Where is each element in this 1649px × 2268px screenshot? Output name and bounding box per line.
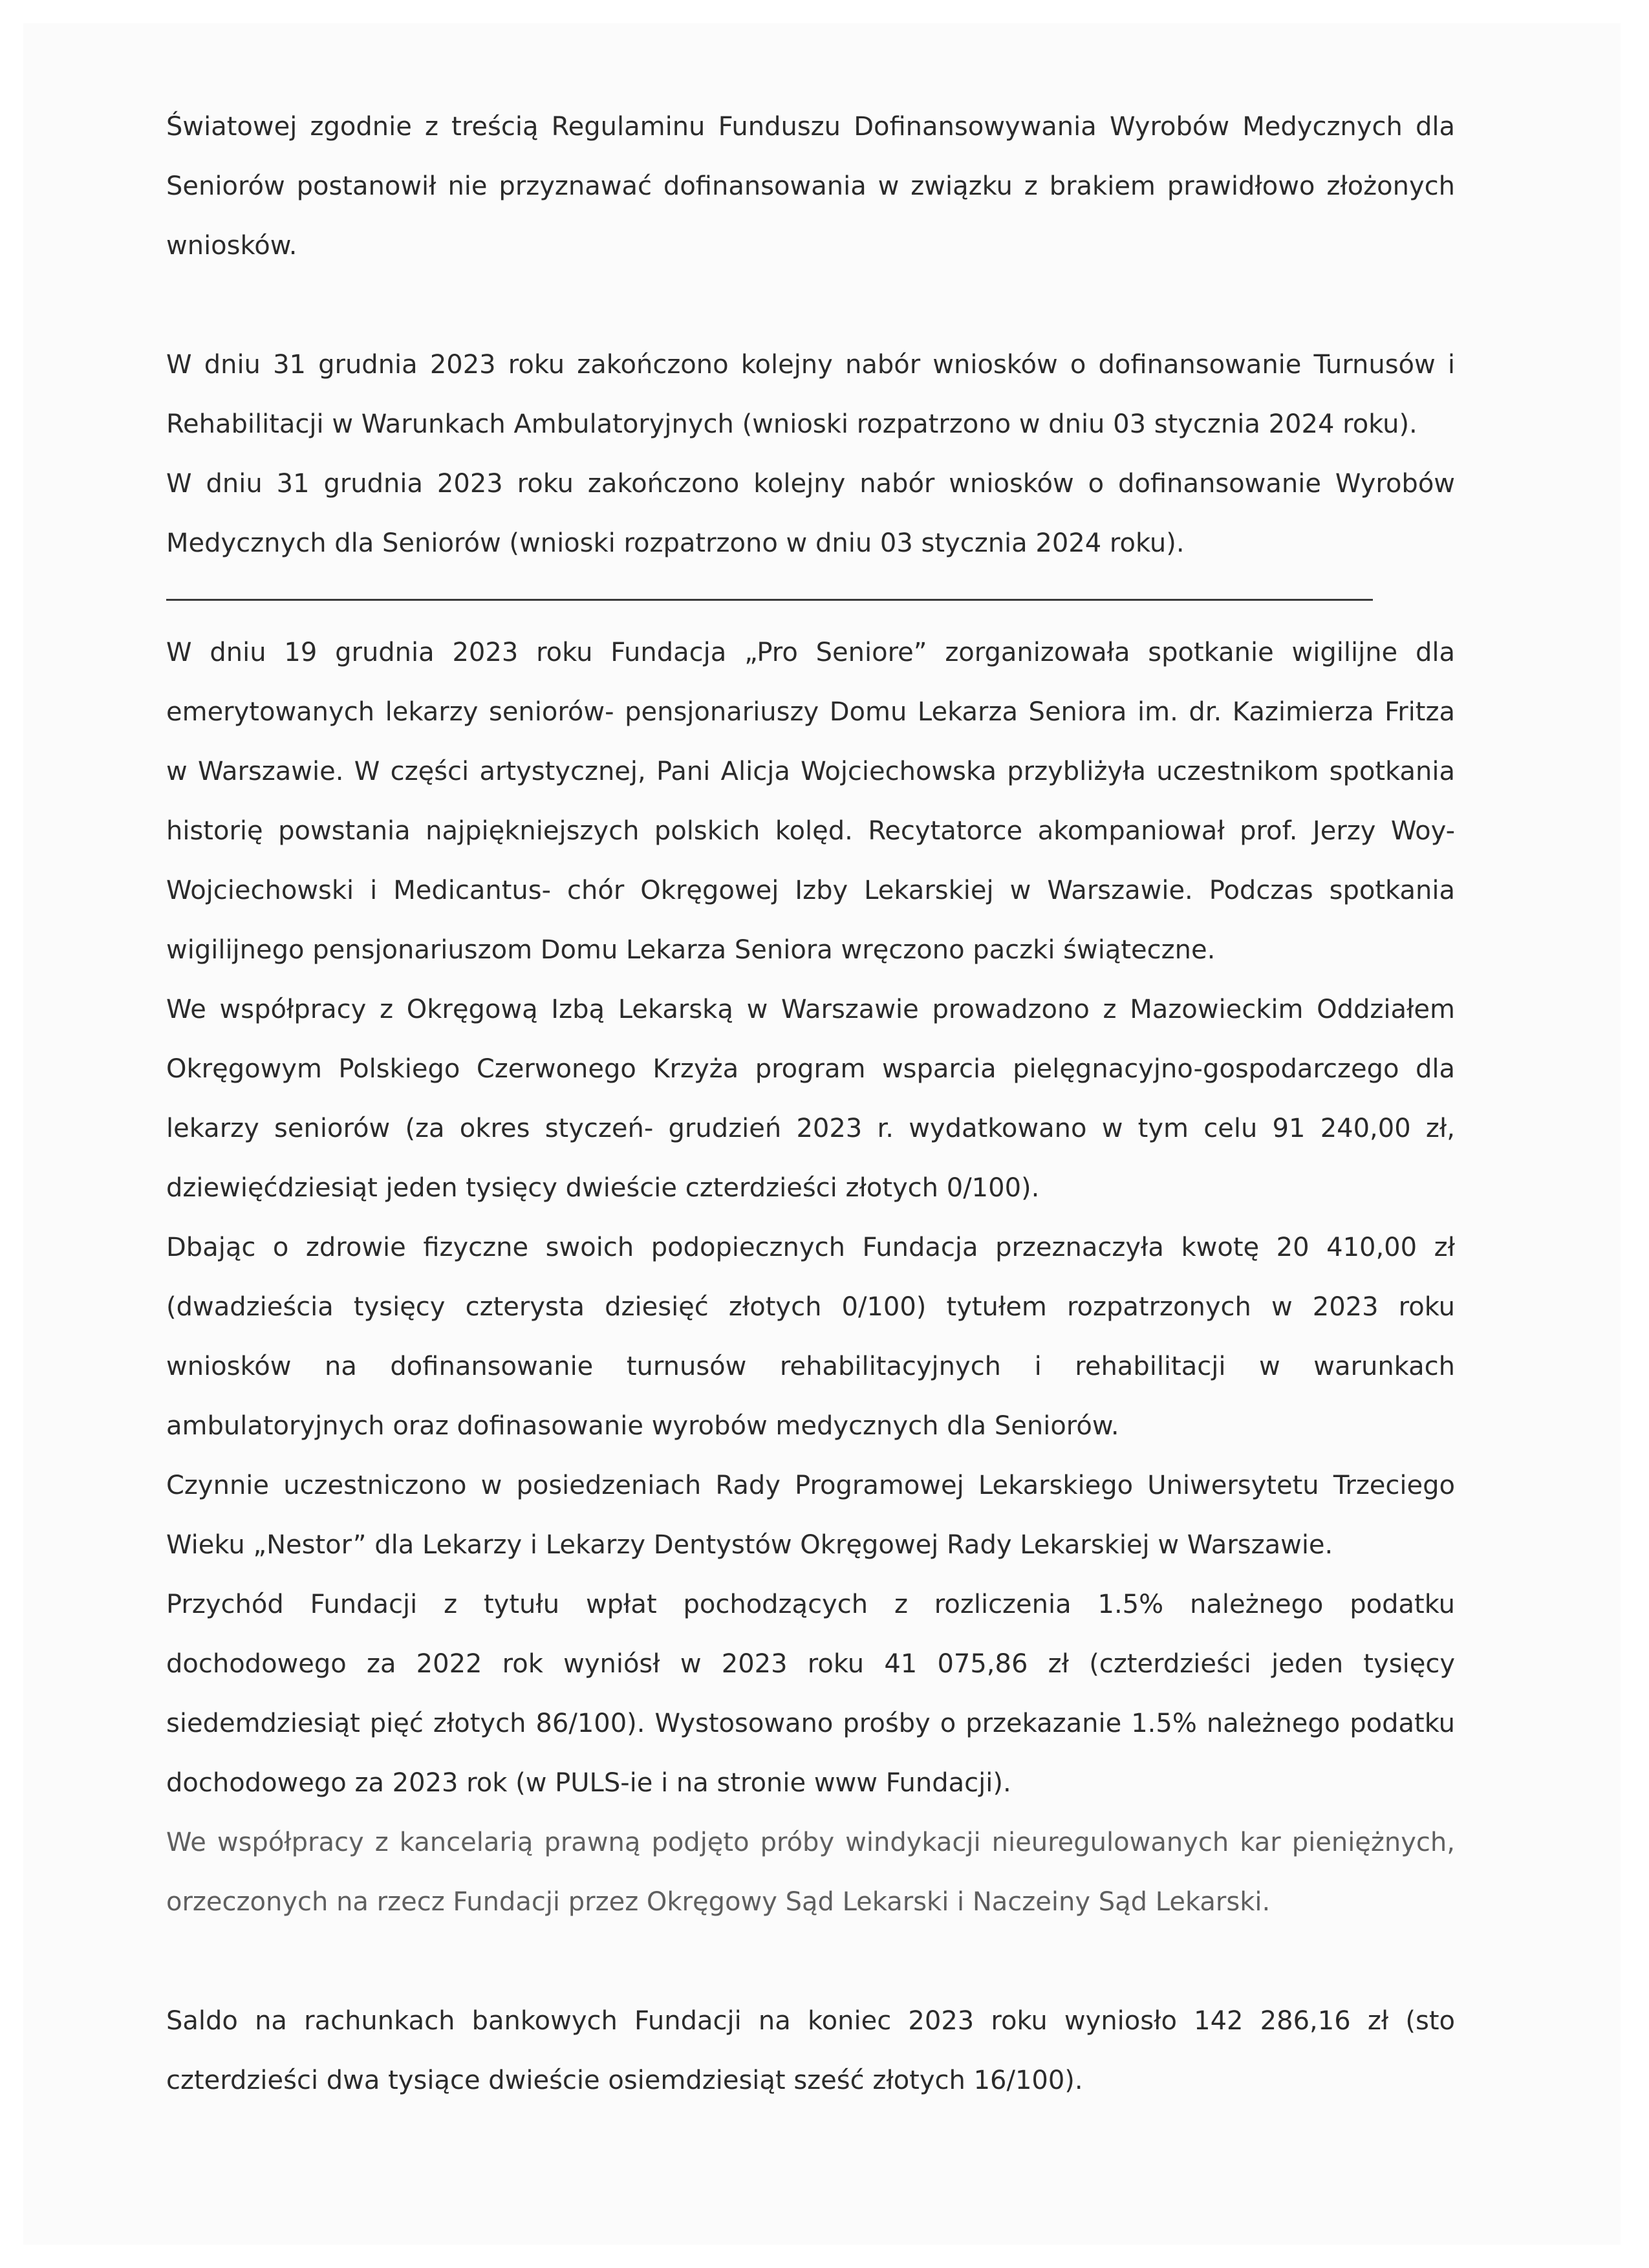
paragraph-turnusy-nabor: W dniu 31 grudnia 2023 roku zakończono kolejny nabór wniosków o dofinansowanie Turnusów i Rehabilitacji w Warunkach Ambulatoryjnych (wnioski rozpatrzono w dniu 03 stycznia 2024 roku). bbox=[166, 350, 1455, 439]
document-body bbox=[166, 97, 1455, 2110]
paragraph-wyroby-nabor: W dniu 31 grudnia 2023 roku zakończono kolejny nabór wniosków o dofinansowanie Wyrobów Medycznych dla Seniorów (wnioski rozpatrzono w dniu 03 stycznia 2024 roku). bbox=[166, 469, 1455, 558]
paragraph-health-funding: Dbając o zdrowie fizyczne swoich podopiecznych Fundacja przeznaczyła kwotę 20 410,00 zł (dwadzieścia tysięcy czterysta dziesięć złotych 0/100) tytułem rozpatrzonych w 2023 roku wniosków na dofinansowanie turnusów rehabilitacyjnych i rehabilitacji w warunkach ambulatoryjnych oraz dofinasowanie wyrobów medycznych dla Seniorów. bbox=[166, 1233, 1455, 1441]
paragraph-tax-income: Przychód Fundacji z tytułu wpłat pochodzących z rozliczenia 1.5% należnego podatku dochodowego za 2022 rok wyniósł w 2023 roku 41 075,86 zł (czterdzieści jeden tysięcy siedemdziesiąt pięć złotych 86/100). Wystosowano prośby o przekazanie 1.5% należnego podatku dochodowego za 2023 rok (w PULS-ie i na stronie www Fundacji). bbox=[166, 1590, 1455, 1798]
paragraph-nestor-council: Czynnie uczestniczono w posiedzeniach Rady Programowej Lekarskiego Uniwersytetu Trzeciego Wieku „Nestor” dla Lekarzy i Lekarzy Dentystów Okręgowej Rady Lekarskiej w Warszawie. bbox=[166, 1471, 1455, 1560]
paragraph-christmas-meeting: W dniu 19 grudnia 2023 roku Fundacja „Pro Seniore” zorganizowała spotkanie wigilijne dla emerytowanych lekarzy seniorów- pensjonariuszy Domu Lekarza Seniora im. dr. Kazimierza Fritza w Warszawie. W części artystycznej, Pani Alicja Wojciechowska przybliżyła uczestnikom spotkania historię powstania najpiękniejszych polskich kolęd. Recytatorce akompaniował prof. Jerzy Woy-Wojciechowski i Medicantus- chór Okręgowej Izby Lekarskiej w Warszawie. Podczas spotkania wigilijnego pensjonariuszom Domu Lekarza Seniora wręczono paczki świąteczne. bbox=[166, 638, 1455, 965]
paragraph-gap bbox=[166, 275, 1455, 335]
paragraph-gap bbox=[166, 1932, 1455, 1991]
paragraph-pck-program: We współpracy z Okręgową Izbą Lekarską w Warszawie prowadzono z Mazowieckim Oddziałem Okręgowym Polskiego Czerwonego Krzyża program wsparcia pielęgnacyjno-gospodarczego dla lekarzy seniorów (za okres styczeń- grudzień 2023 r. wydatkowano w tym celu 91 240,00 zł, dziewięćdziesiąt jeden tysięcy dwieście czterdzieści złotych 0/100). bbox=[166, 995, 1455, 1203]
paragraph-fund-decision: Światowej zgodnie z treścią Regulaminu Funduszu Dofinansowywania Wyrobów Medycznych dla Seniorów postanowił nie przyznawać dofinansowania w związku z brakiem prawidłowo złożonych wniosków. bbox=[166, 112, 1455, 261]
paragraph-debt-collection: We współpracy z kancelarią prawną podjęto próby windykacji nieuregulowanych kar pieniężnych, orzeczonych na rzecz Fundacji przez Okręgowy Sąd Lekarski i Naczeiny Sąd Lekarski. bbox=[166, 1828, 1455, 1917]
paragraph-bank-balance: Saldo na rachunkach bankowych Fundacji na koniec 2023 roku wyniosło 142 286,16 zł (sto czterdzieści dwa tysiące dwieście osiemdziesiąt sześć złotych 16/100). bbox=[166, 2006, 1455, 2095]
horizontal-rule bbox=[166, 599, 1373, 601]
